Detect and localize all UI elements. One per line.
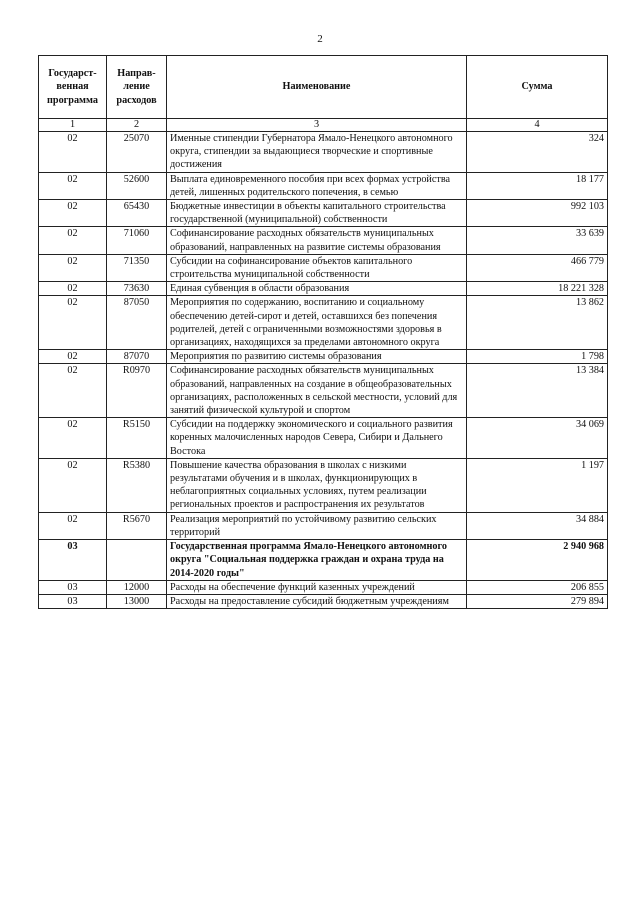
row-code: 73630 <box>107 282 167 296</box>
row-program: 02 <box>39 282 107 296</box>
row-program: 03 <box>39 580 107 594</box>
table-row <box>39 296 608 350</box>
row-name: Субсидии на поддержку экономического и социального развития коренных малочисленных народов Севера, Сибири и Дальнего Востока <box>167 418 467 459</box>
header-row <box>39 56 608 119</box>
row-program: 02 <box>39 172 107 199</box>
table-row <box>39 594 608 608</box>
table-row <box>39 540 608 581</box>
row-sum: 324 <box>467 132 608 173</box>
row-code: 71060 <box>107 227 167 254</box>
header-program: Государст-венная программа <box>39 56 107 119</box>
row-code: 52600 <box>107 172 167 199</box>
table-row <box>39 132 608 173</box>
table-row <box>39 227 608 254</box>
row-program: 02 <box>39 227 107 254</box>
row-sum: 34 884 <box>467 512 608 539</box>
row-sum: 1 798 <box>467 350 608 364</box>
row-sum: 13 862 <box>467 296 608 350</box>
column-number: 1 <box>39 119 107 132</box>
row-sum: 206 855 <box>467 580 608 594</box>
row-program: 02 <box>39 296 107 350</box>
row-name: Единая субвенция в области образования <box>167 282 467 296</box>
table-row <box>39 458 608 512</box>
row-code: 87070 <box>107 350 167 364</box>
table-row <box>39 418 608 459</box>
row-sum: 1 197 <box>467 458 608 512</box>
row-sum: 466 779 <box>467 254 608 281</box>
column-number: 3 <box>167 119 467 132</box>
table-row <box>39 254 608 281</box>
row-program: 02 <box>39 512 107 539</box>
row-program: 02 <box>39 350 107 364</box>
header-sum: Сумма <box>467 56 608 119</box>
page-number: 2 <box>317 33 323 45</box>
table-row <box>39 282 608 296</box>
row-program: 02 <box>39 254 107 281</box>
row-name: Бюджетные инвестиции в объекты капитального строительства государственной (муниципальной) собственности <box>167 200 467 227</box>
budget-table <box>38 55 608 609</box>
row-code: 25070 <box>107 132 167 173</box>
row-code: R5150 <box>107 418 167 459</box>
row-name: Субсидии на софинансирование объектов капитального строительства муниципальной собственности <box>167 254 467 281</box>
table-row <box>39 512 608 539</box>
row-sum: 992 103 <box>467 200 608 227</box>
row-name: Софинансирование расходных обязательств муниципальных образований, направленных на развитие системы образования <box>167 227 467 254</box>
table-row <box>39 580 608 594</box>
row-name: Мероприятия по развитию системы образования <box>167 350 467 364</box>
header-direction: Направ-ление расходов <box>107 56 167 119</box>
row-name: Государственная программа Ямало-Ненецкого автономного округа "Социальная поддержка граждан и охрана труда на 2014-2020 годы" <box>167 540 467 581</box>
row-code: 13000 <box>107 594 167 608</box>
header-name: Наименование <box>167 56 467 119</box>
row-sum: 18 221 328 <box>467 282 608 296</box>
row-sum: 34 069 <box>467 418 608 459</box>
row-name: Расходы на обеспечение функций казенных учреждений <box>167 580 467 594</box>
row-code: 87050 <box>107 296 167 350</box>
row-code: R0970 <box>107 364 167 418</box>
row-sum: 279 894 <box>467 594 608 608</box>
row-code <box>107 540 167 581</box>
row-name: Расходы на предоставление субсидий бюджетным учреждениям <box>167 594 467 608</box>
row-code: R5380 <box>107 458 167 512</box>
row-code: 71350 <box>107 254 167 281</box>
row-program: 02 <box>39 132 107 173</box>
row-sum: 33 639 <box>467 227 608 254</box>
row-program: 02 <box>39 418 107 459</box>
column-number-row <box>39 119 608 132</box>
row-program: 02 <box>39 364 107 418</box>
row-code: R5670 <box>107 512 167 539</box>
row-name: Реализация мероприятий по устойчивому развитию сельских территорий <box>167 512 467 539</box>
column-number: 2 <box>107 119 167 132</box>
column-number: 4 <box>467 119 608 132</box>
table-row <box>39 200 608 227</box>
row-name: Повышение качества образования в школах с низкими результатами обучения и в школах, функционирующих в неблагоприятных социальных условиях, путем реализации региональных проектов и распространения их результатов <box>167 458 467 512</box>
row-sum: 18 177 <box>467 172 608 199</box>
row-code: 65430 <box>107 200 167 227</box>
row-name: Именные стипендии Губернатора Ямало-Ненецкого автономного округа, стипендии за выдающиеся творческие и спортивные достижения <box>167 132 467 173</box>
table-row <box>39 364 608 418</box>
table-row <box>39 172 608 199</box>
row-name: Выплата единовременного пособия при всех формах устройства детей, лишенных родительского попечения, в семью <box>167 172 467 199</box>
row-name: Мероприятия по содержанию, воспитанию и социальному обеспечению детей-сирот и детей, оставшихся без попечения родителей, детей с ограниченными возможностями здоровья в организациях, находящихся за пределами автономного округа <box>167 296 467 350</box>
row-program: 02 <box>39 200 107 227</box>
row-code: 12000 <box>107 580 167 594</box>
table-row <box>39 350 608 364</box>
row-program: 03 <box>39 540 107 581</box>
row-program: 02 <box>39 458 107 512</box>
row-sum: 13 384 <box>467 364 608 418</box>
row-sum: 2 940 968 <box>467 540 608 581</box>
row-name: Софинансирование расходных обязательств муниципальных образований, направленных на создание в общеобразовательных организациях, расположенных в сельской местности, условий для занятий физической культурой и спортом <box>167 364 467 418</box>
row-program: 03 <box>39 594 107 608</box>
